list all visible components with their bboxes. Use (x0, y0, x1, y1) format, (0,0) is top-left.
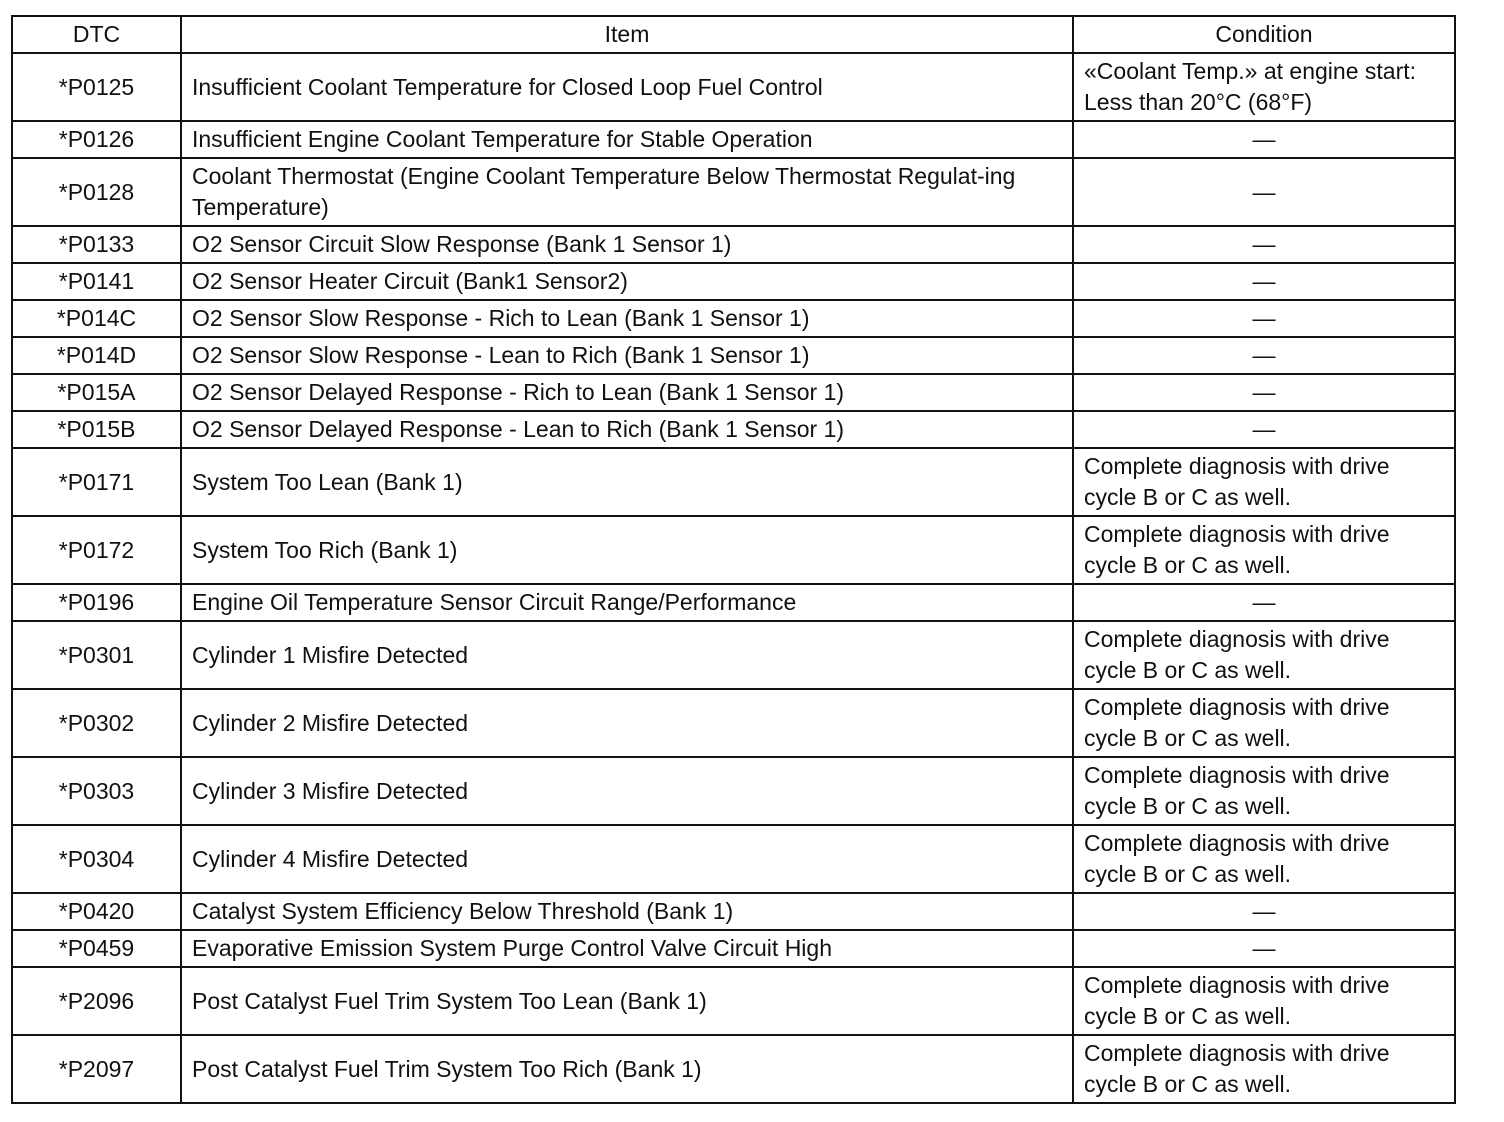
condition-cell: Complete diagnosis with drive cycle B or C as well. (1073, 621, 1455, 689)
table-row (12, 53, 1455, 121)
condition-cell: Complete diagnosis with drive cycle B or C as well. (1073, 689, 1455, 757)
dtc-code-cell: *P015B (12, 411, 181, 448)
table-header (12, 16, 1455, 53)
condition-cell: «Coolant Temp.» at engine start: Less than 20°C (68°F) (1073, 53, 1455, 121)
table-row (12, 158, 1455, 226)
dtc-code-cell: *P2096 (12, 967, 181, 1035)
item-description-cell: System Too Lean (Bank 1) (181, 448, 1073, 516)
table-row (12, 263, 1455, 300)
dtc-code-cell: *P0141 (12, 263, 181, 300)
condition-cell: — (1073, 893, 1455, 930)
condition-cell: — (1073, 226, 1455, 263)
condition-cell: — (1073, 374, 1455, 411)
header-row (12, 16, 1455, 53)
item-description-cell: Evaporative Emission System Purge Control Valve Circuit High (181, 930, 1073, 967)
condition-cell: Complete diagnosis with drive cycle B or C as well. (1073, 1035, 1455, 1103)
condition-cell: Complete diagnosis with drive cycle B or C as well. (1073, 825, 1455, 893)
table-row (12, 121, 1455, 158)
item-description-cell: Insufficient Engine Coolant Temperature for Stable Operation (181, 121, 1073, 158)
item-description-cell: O2 Sensor Slow Response - Rich to Lean (Bank 1 Sensor 1) (181, 300, 1073, 337)
table-row (12, 448, 1455, 516)
dtc-code-cell: *P0302 (12, 689, 181, 757)
condition-cell: — (1073, 337, 1455, 374)
dtc-code-cell: *P2097 (12, 1035, 181, 1103)
dtc-code-cell: *P014D (12, 337, 181, 374)
condition-cell: Complete diagnosis with drive cycle B or C as well. (1073, 516, 1455, 584)
item-description-cell: O2 Sensor Delayed Response - Lean to Rich (Bank 1 Sensor 1) (181, 411, 1073, 448)
dtc-code-cell: *P0171 (12, 448, 181, 516)
item-description-cell: O2 Sensor Delayed Response - Rich to Lean (Bank 1 Sensor 1) (181, 374, 1073, 411)
dtc-code-cell: *P015A (12, 374, 181, 411)
dtc-code-cell: *P0304 (12, 825, 181, 893)
header-dtc: DTC (12, 16, 181, 53)
table-row (12, 621, 1455, 689)
condition-cell: — (1073, 263, 1455, 300)
dtc-code-cell: *P0196 (12, 584, 181, 621)
table-row (12, 411, 1455, 448)
table-row (12, 226, 1455, 263)
item-description-cell: Engine Oil Temperature Sensor Circuit Range/Performance (181, 584, 1073, 621)
item-description-cell: Post Catalyst Fuel Trim System Too Rich (Bank 1) (181, 1035, 1073, 1103)
condition-cell: — (1073, 158, 1455, 226)
item-description-cell: O2 Sensor Slow Response - Lean to Rich (Bank 1 Sensor 1) (181, 337, 1073, 374)
item-description-cell: Cylinder 1 Misfire Detected (181, 621, 1073, 689)
table-row (12, 337, 1455, 374)
condition-cell: — (1073, 300, 1455, 337)
item-description-cell: Insufficient Coolant Temperature for Closed Loop Fuel Control (181, 53, 1073, 121)
condition-cell: Complete diagnosis with drive cycle B or C as well. (1073, 757, 1455, 825)
condition-cell: — (1073, 121, 1455, 158)
dtc-table (11, 15, 1456, 1104)
item-description-cell: Coolant Thermostat (Engine Coolant Temperature Below Thermostat Regulat-ing Temperature) (181, 158, 1073, 226)
item-description-cell: Catalyst System Efficiency Below Threshold (Bank 1) (181, 893, 1073, 930)
item-description-cell: Cylinder 3 Misfire Detected (181, 757, 1073, 825)
item-description-cell: Post Catalyst Fuel Trim System Too Lean (Bank 1) (181, 967, 1073, 1035)
dtc-code-cell: *P0303 (12, 757, 181, 825)
dtc-code-cell: *P0125 (12, 53, 181, 121)
table-row (12, 300, 1455, 337)
item-description-cell: Cylinder 4 Misfire Detected (181, 825, 1073, 893)
dtc-code-cell: *P0128 (12, 158, 181, 226)
table-row (12, 930, 1455, 967)
condition-cell: Complete diagnosis with drive cycle B or C as well. (1073, 967, 1455, 1035)
dtc-code-cell: *P0301 (12, 621, 181, 689)
item-description-cell: System Too Rich (Bank 1) (181, 516, 1073, 584)
table-row (12, 516, 1455, 584)
condition-cell: — (1073, 584, 1455, 621)
dtc-code-cell: *P0126 (12, 121, 181, 158)
item-description-cell: O2 Sensor Circuit Slow Response (Bank 1 Sensor 1) (181, 226, 1073, 263)
condition-cell: — (1073, 411, 1455, 448)
dtc-code-cell: *P014C (12, 300, 181, 337)
table-row (12, 825, 1455, 893)
table-row (12, 893, 1455, 930)
header-condition: Condition (1073, 16, 1455, 53)
dtc-code-cell: *P0420 (12, 893, 181, 930)
table-row (12, 757, 1455, 825)
dtc-code-cell: *P0459 (12, 930, 181, 967)
table-row (12, 1035, 1455, 1103)
condition-cell: Complete diagnosis with drive cycle B or C as well. (1073, 448, 1455, 516)
table-row (12, 967, 1455, 1035)
condition-cell: — (1073, 930, 1455, 967)
item-description-cell: O2 Sensor Heater Circuit (Bank1 Sensor2) (181, 263, 1073, 300)
dtc-code-cell: *P0172 (12, 516, 181, 584)
dtc-code-cell: *P0133 (12, 226, 181, 263)
table-body (12, 53, 1455, 1103)
table-row (12, 689, 1455, 757)
table-row (12, 374, 1455, 411)
table-row (12, 584, 1455, 621)
header-item: Item (181, 16, 1073, 53)
item-description-cell: Cylinder 2 Misfire Detected (181, 689, 1073, 757)
